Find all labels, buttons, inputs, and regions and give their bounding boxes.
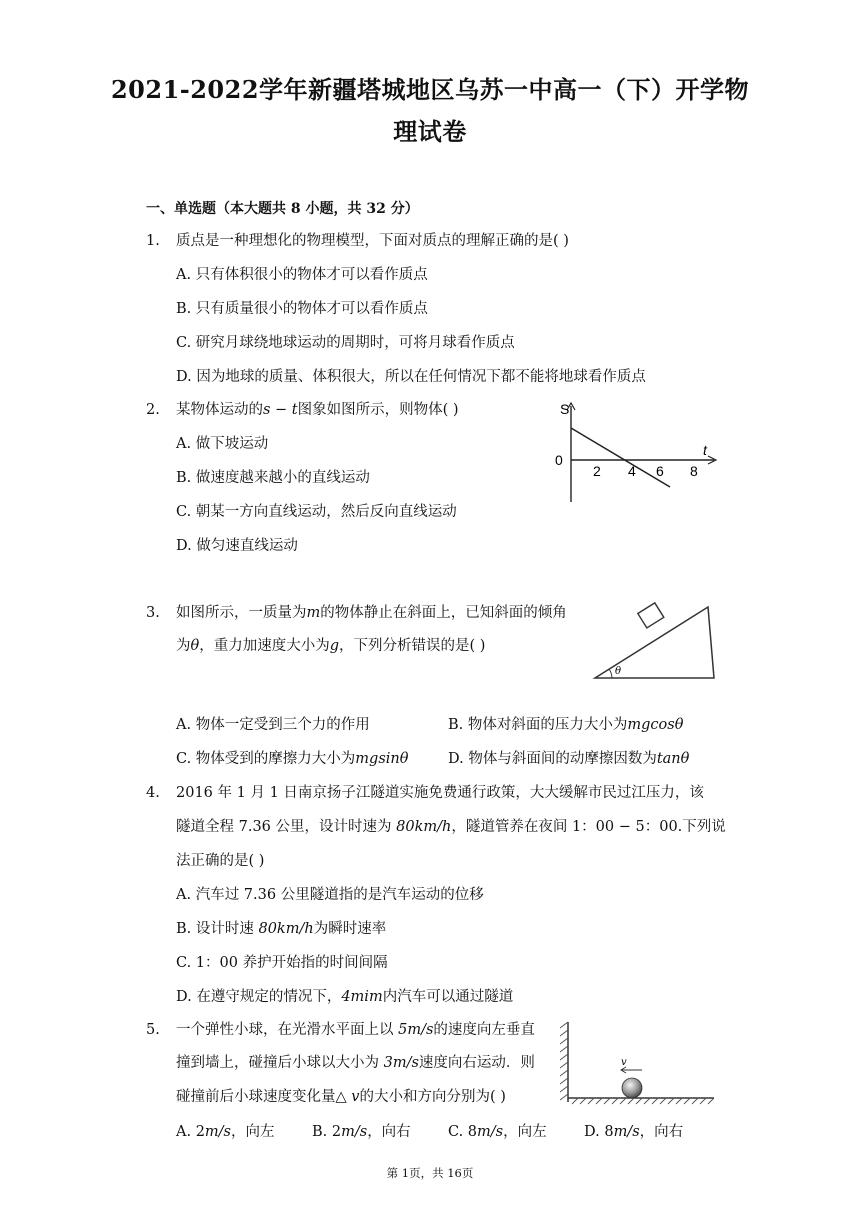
graph-tick-8: 8: [690, 463, 698, 479]
q3-stem-line-1: 如图所示，一质量为m的物体静止在斜面上，已知斜面的倾角: [176, 605, 567, 621]
q1-number: 1.: [146, 233, 160, 249]
q1-option-b: B. 只有质量很小的物体才可以看作质点: [176, 301, 428, 317]
page-footer: 第 1页，共 16页: [386, 1166, 474, 1180]
q5-stem-line-1: 一个弹性小球，在光滑水平面上以 5m/s的速度向左垂直: [176, 1022, 535, 1038]
q5-option-b: B. 2m/s，向右: [312, 1124, 411, 1140]
graph-y-label: S: [560, 401, 570, 417]
q1-option-a: A. 只有体积很小的物体才可以看作质点: [176, 267, 428, 283]
section-heading: 一、单选题（本大题共 8 小题，共 32 分）: [146, 201, 419, 217]
graph-tick-4: 4: [628, 463, 636, 479]
q1-option-d: D. 因为地球的质量、体积很大，所以在任何情况下都不能将地球看作质点: [176, 369, 646, 385]
q4-stem-line-1: 2016 年 1 月 1 日南京扬子江隧道实施免费通行政策，大大缓解市民过江压力，该: [176, 785, 704, 801]
title-line-1: 2021-2022学年新疆塔城地区乌苏一中高一（下）开学物: [110, 75, 750, 104]
q1-option-c: C. 研究月球绕地球运动的周期时，可将月球看作质点: [176, 335, 515, 351]
q2-number: 2.: [146, 402, 160, 418]
q3-option-a: A. 物体一定受到三个力的作用: [176, 717, 370, 733]
q1-stem: 质点是一种理想化的物理模型，下面对质点的理解正确的是( ): [176, 233, 569, 249]
q4-stem-line-2: 隧道全程 7.36 公里，设计时速为 80km/h，隧道管养在夜间 1：00 − 5：00.下列说: [176, 819, 726, 835]
q5-option-c: C. 8m/s，向左: [448, 1124, 547, 1140]
q2-stem: 某物体运动的s − t图象如图所示，则物体( ): [176, 402, 459, 418]
q5-option-d: D. 8m/s，向右: [584, 1124, 684, 1140]
q4-option-c: C. 1：00 养护开始指的时间间隔: [176, 955, 388, 971]
graph-tick-6: 6: [656, 463, 664, 479]
q2-option-d: D. 做匀速直线运动: [176, 538, 298, 554]
q3-option-b: B. 物体对斜面的压力大小为mgcosθ: [448, 717, 684, 733]
q5-option-a: A. 2m/s，向左: [176, 1124, 275, 1140]
q3-incline-diagram: [590, 600, 720, 682]
q5-stem-line-2: 撞到墙上，碰撞后小球以大小为 3m/s速度向右运动．则: [176, 1055, 535, 1071]
q2-option-b: B. 做速度越来越小的直线运动: [176, 470, 370, 486]
graph-tick-2: 2: [593, 463, 601, 479]
q3-stem-line-2: 为θ，重力加速度大小为g，下列分析错误的是( ): [176, 638, 486, 654]
graph-origin: 0: [555, 452, 563, 468]
q5-stem-line-3: 碰撞前后小球速度变化量△ v的大小和方向分别为( ): [176, 1089, 506, 1105]
q2-st-graph: [550, 398, 730, 508]
velocity-label: v: [621, 1057, 627, 1068]
q4-stem-line-3: 法正确的是( ): [176, 853, 265, 869]
q4-option-d: D. 在遵守规定的情况下，4mim内汽车可以通过隧道: [176, 989, 514, 1005]
q2-option-a: A. 做下坡运动: [176, 436, 269, 452]
title-line-2: 理试卷: [393, 117, 467, 146]
q3-option-d: D. 物体与斜面间的动摩擦因数为tanθ: [448, 751, 690, 767]
angle-label: θ: [615, 666, 622, 677]
q5-wall-ball-diagram: [558, 1018, 718, 1108]
q3-option-c: C. 物体受到的摩擦力大小为mgsinθ: [176, 751, 409, 767]
q3-number: 3.: [146, 605, 160, 621]
graph-x-label: t: [703, 442, 707, 458]
q5-number: 5.: [146, 1022, 160, 1038]
q2-option-c: C. 朝某一方向直线运动，然后反向直线运动: [176, 504, 457, 520]
q4-option-b: B. 设计时速 80km/h为瞬时速率: [176, 921, 387, 937]
q4-option-a: A. 汽车过 7.36 公里隧道指的是汽车运动的位移: [176, 887, 484, 903]
q4-number: 4.: [146, 785, 160, 801]
